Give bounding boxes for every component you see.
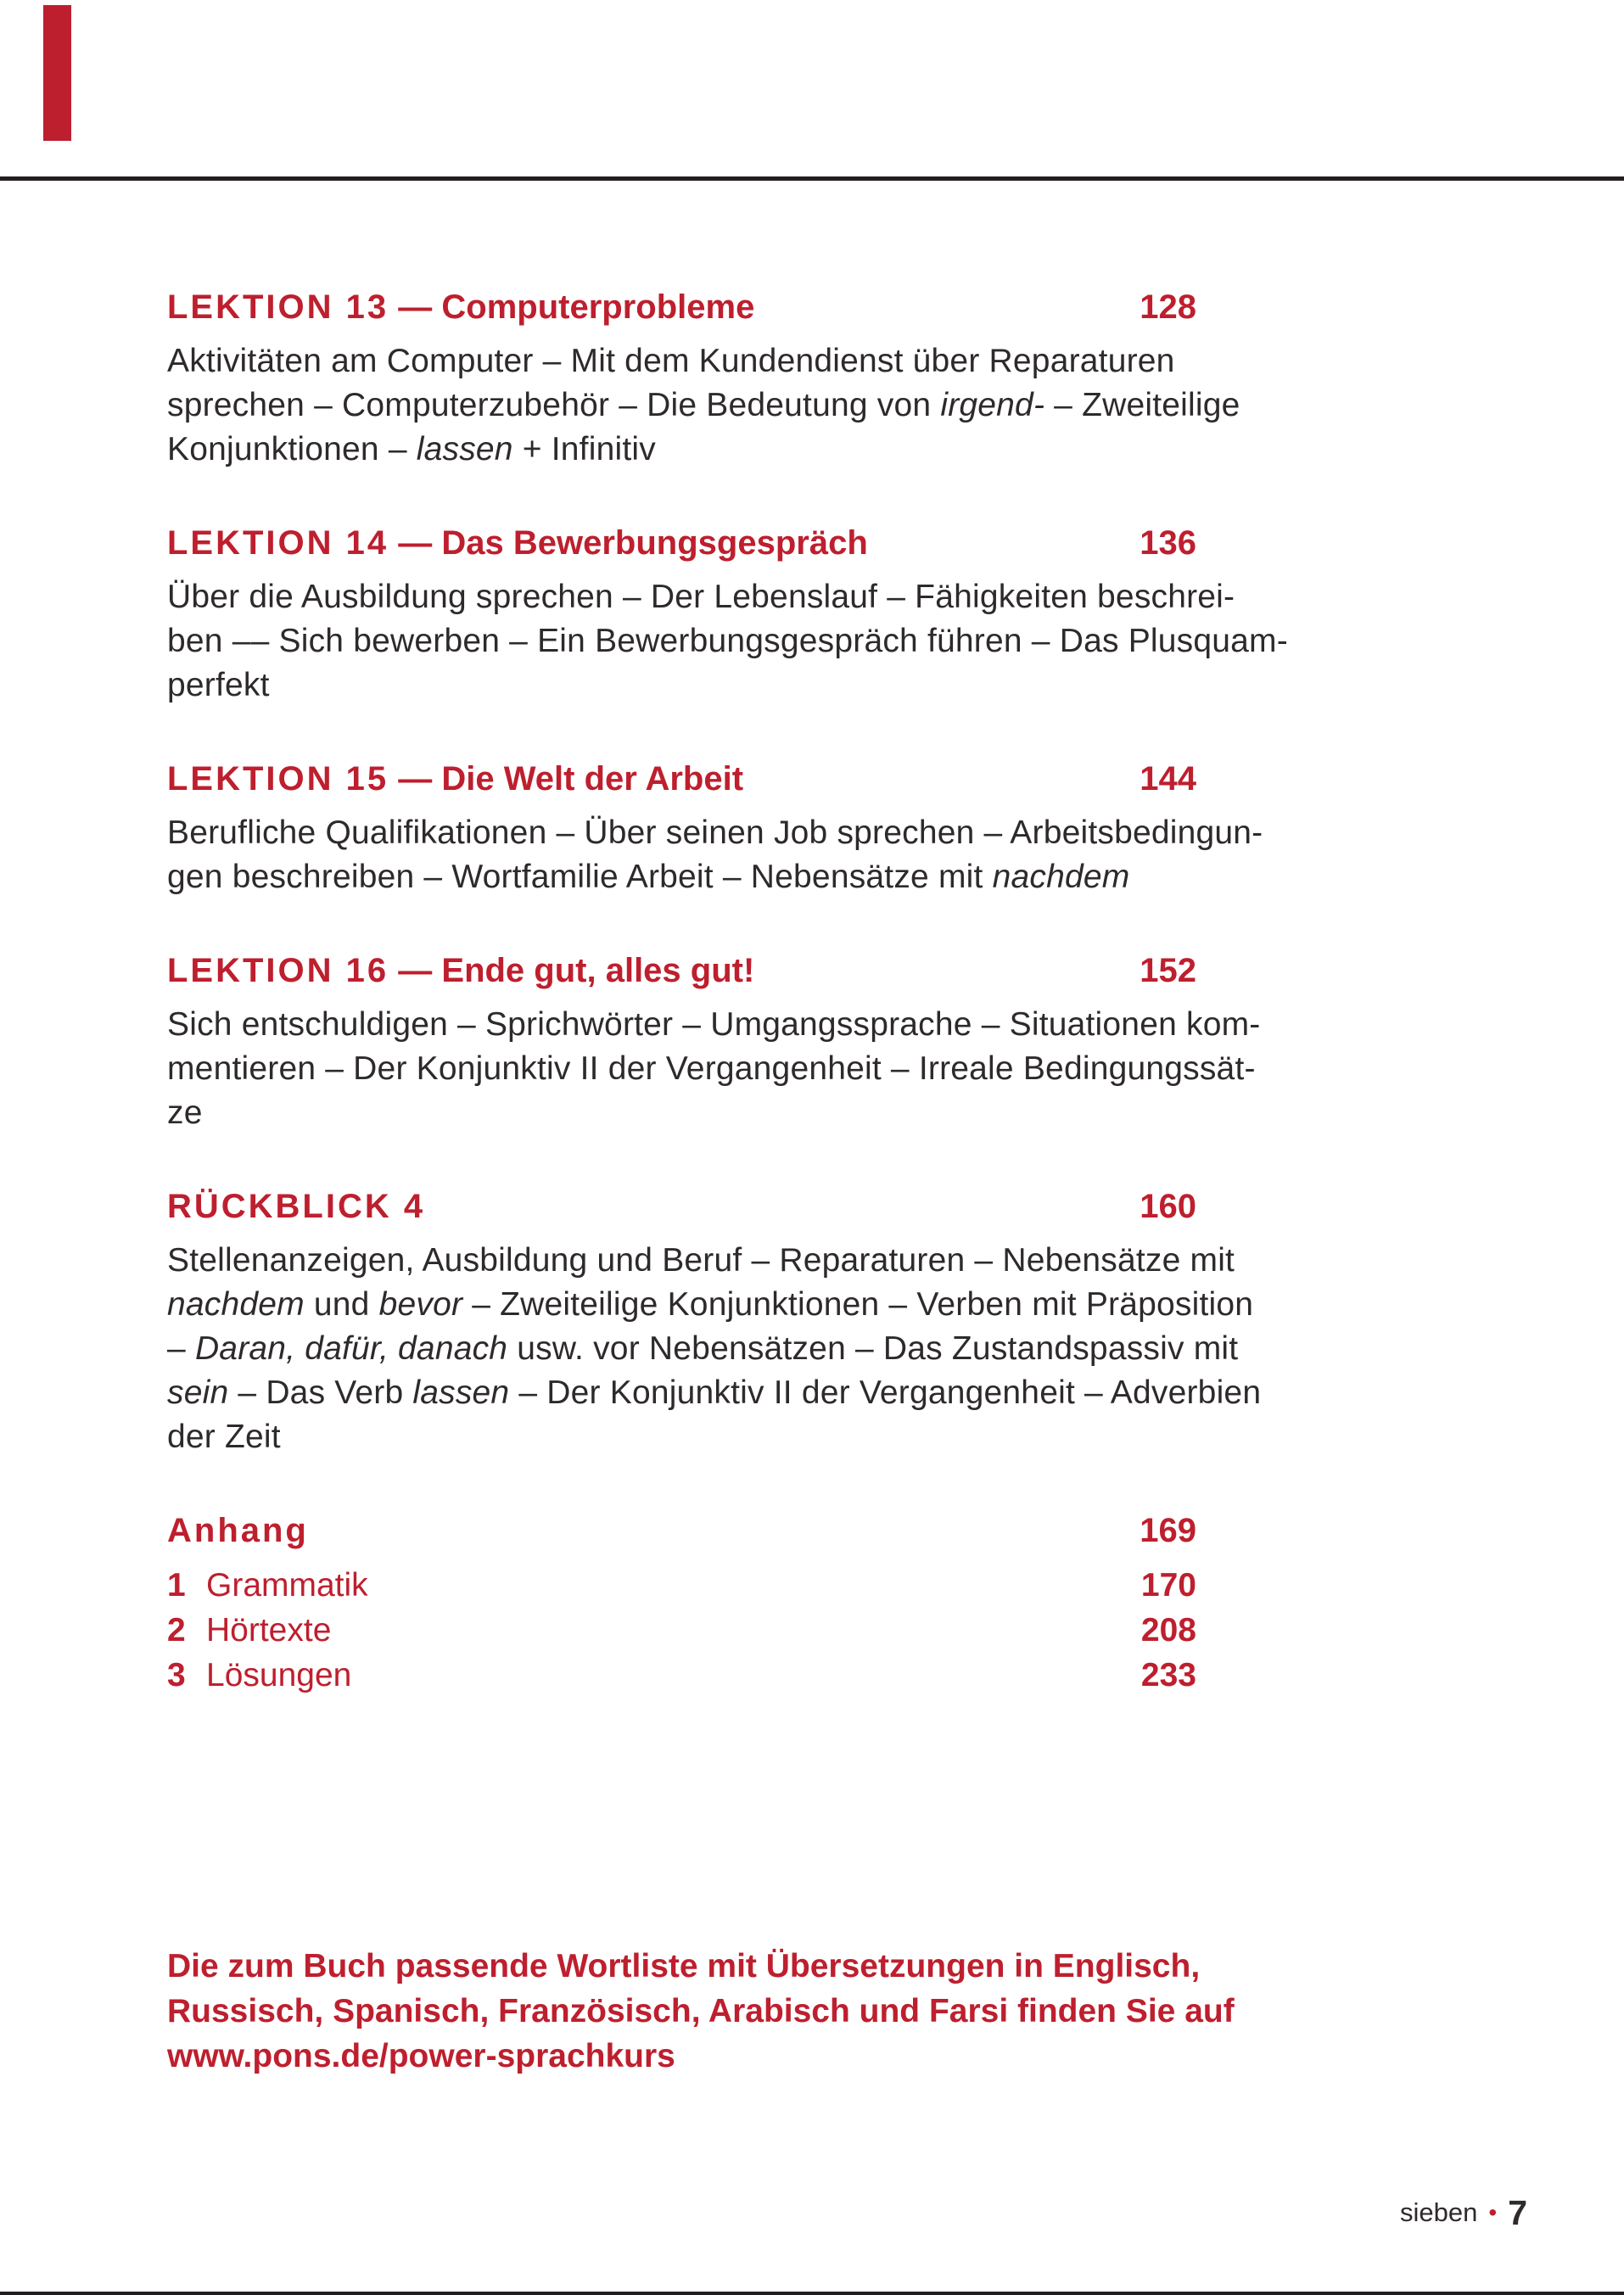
lesson-page-number: 152 xyxy=(1140,952,1196,989)
anhang-item-page-number: 170 xyxy=(1140,1567,1196,1604)
chapter-edge-tab xyxy=(43,5,71,141)
lesson-description-line: ben –– Sich bewerben – Ein Bewerbungsgespräch führen – Das Plusquam- xyxy=(167,623,1288,659)
toc-content xyxy=(167,287,1288,2079)
top-rule xyxy=(0,176,1624,181)
notice-line: Die zum Buch passende Wortliste mit Übersetzungen in Englisch, xyxy=(167,1948,1201,1984)
lesson-title: — Das Bewerbungsgespräch xyxy=(389,524,868,562)
lesson-label: LEKTION 13 xyxy=(167,288,389,326)
lesson-description xyxy=(167,339,1240,472)
anhang-items xyxy=(167,1563,1196,1698)
lesson-description-line: – Daran, dafür, danach usw. vor Nebensätzen – Das Zustandspassiv mit xyxy=(167,1330,1239,1367)
lesson-heading xyxy=(167,1186,425,1227)
lesson-heading-row xyxy=(167,758,1196,799)
toc-section xyxy=(167,1186,1262,1459)
lesson-heading xyxy=(167,758,743,799)
anhang-item-page-number: 208 xyxy=(1140,1612,1196,1648)
page-footer xyxy=(1400,2193,1527,2232)
lesson-description-line: sprechen – Computerzubehör – Die Bedeutung von irgend- – Zweiteilige xyxy=(167,387,1240,423)
notice-line: Russisch, Spanisch, Französisch, Arabisch und Farsi finden Sie auf xyxy=(167,1993,1235,2029)
lesson-page-number: 160 xyxy=(1140,1188,1196,1225)
lesson-description-line: gen beschreiben – Wortfamilie Arbeit – Nebensätze mit nachdem xyxy=(167,859,1130,895)
toc-section xyxy=(167,950,1261,1135)
lesson-heading xyxy=(167,287,754,327)
lesson-description-line: Stellenanzeigen, Ausbildung und Beruf – Reparaturen – Nebensätze mit xyxy=(167,1242,1235,1279)
lesson-description-line: der Zeit xyxy=(167,1419,281,1455)
anhang-item xyxy=(167,1653,1196,1698)
lesson-label: LEKTION 15 xyxy=(167,760,389,798)
anhang-item-label: Grammatik xyxy=(206,1567,368,1604)
footer-dot-icon: • xyxy=(1488,2199,1498,2225)
notice-line: www.pons.de/power-sprachkurs xyxy=(167,2038,675,2074)
toc-section xyxy=(167,758,1263,899)
anhang-item-number: 3 xyxy=(167,1657,186,1693)
lesson-description-line: Aktivitäten am Computer – Mit dem Kundendienst über Reparaturen xyxy=(167,343,1175,379)
lesson-heading xyxy=(167,950,754,991)
lesson-label: LEKTION 14 xyxy=(167,524,389,562)
lesson-page-number: 144 xyxy=(1140,760,1196,798)
anhang-item-number: 2 xyxy=(167,1612,186,1648)
anhang-page-number: 169 xyxy=(1140,1512,1196,1549)
anhang-item-label: Lösungen xyxy=(206,1657,352,1693)
lesson-title: — Die Welt der Arbeit xyxy=(389,760,744,798)
anhang-item-label: Hörtexte xyxy=(206,1612,332,1648)
anhang-item-page-number: 233 xyxy=(1140,1657,1196,1693)
anhang-item-number: 1 xyxy=(167,1567,186,1604)
lesson-description-line: Berufliche Qualifikationen – Über seinen Job sprechen – Arbeitsbedingun- xyxy=(167,814,1263,851)
lesson-label: LEKTION 16 xyxy=(167,952,389,989)
toc-section xyxy=(167,523,1288,708)
lesson-description xyxy=(167,1003,1261,1135)
footer-page-word: sieben xyxy=(1400,2197,1478,2227)
anhang-heading-row xyxy=(167,1510,1196,1551)
lesson-description-line: perfekt xyxy=(167,667,270,703)
bottom-rule xyxy=(0,2292,1624,2295)
lesson-heading-row xyxy=(167,523,1196,563)
anhang-section xyxy=(167,1510,1196,1698)
anhang-title: Anhang xyxy=(167,1512,309,1549)
lesson-description-line: Konjunktionen – lassen + Infinitiv xyxy=(167,431,656,467)
anhang-item xyxy=(167,1608,1196,1653)
lesson-heading-row xyxy=(167,950,1196,991)
lesson-description-line: Sich entschuldigen – Sprichwörter – Umgangssprache – Situationen kom- xyxy=(167,1006,1261,1043)
lesson-description-line: mentieren – Der Konjunktiv II der Vergangenheit – Irreale Bedingungssät- xyxy=(167,1050,1256,1087)
footer-page-number: 7 xyxy=(1508,2193,1527,2232)
lesson-description xyxy=(167,811,1263,899)
lesson-heading-row xyxy=(167,1186,1196,1227)
lesson-title: — Computerprobleme xyxy=(389,288,755,326)
wordlist-notice xyxy=(167,1944,1235,2079)
anhang-item xyxy=(167,1563,1196,1608)
lesson-heading xyxy=(167,523,868,563)
lesson-description xyxy=(167,1239,1262,1459)
lesson-description-line: Über die Ausbildung sprechen – Der Lebenslauf – Fähigkeiten beschrei- xyxy=(167,579,1235,615)
lesson-page-number: 128 xyxy=(1140,288,1196,326)
toc-section xyxy=(167,287,1240,472)
lesson-label: RÜCKBLICK 4 xyxy=(167,1188,426,1225)
lesson-title: — Ende gut, alles gut! xyxy=(389,952,755,989)
lesson-description-line: nachdem und bevor – Zweiteilige Konjunktionen – Verben mit Präposition xyxy=(167,1286,1254,1323)
lesson-description xyxy=(167,575,1288,708)
lesson-sections xyxy=(167,287,1288,1459)
lesson-description-line: sein – Das Verb lassen – Der Konjunktiv II der Vergangenheit – Adverbien xyxy=(167,1374,1262,1411)
lesson-heading-row xyxy=(167,287,1196,327)
lesson-description-line: ze xyxy=(167,1094,203,1131)
lesson-page-number: 136 xyxy=(1140,524,1196,562)
